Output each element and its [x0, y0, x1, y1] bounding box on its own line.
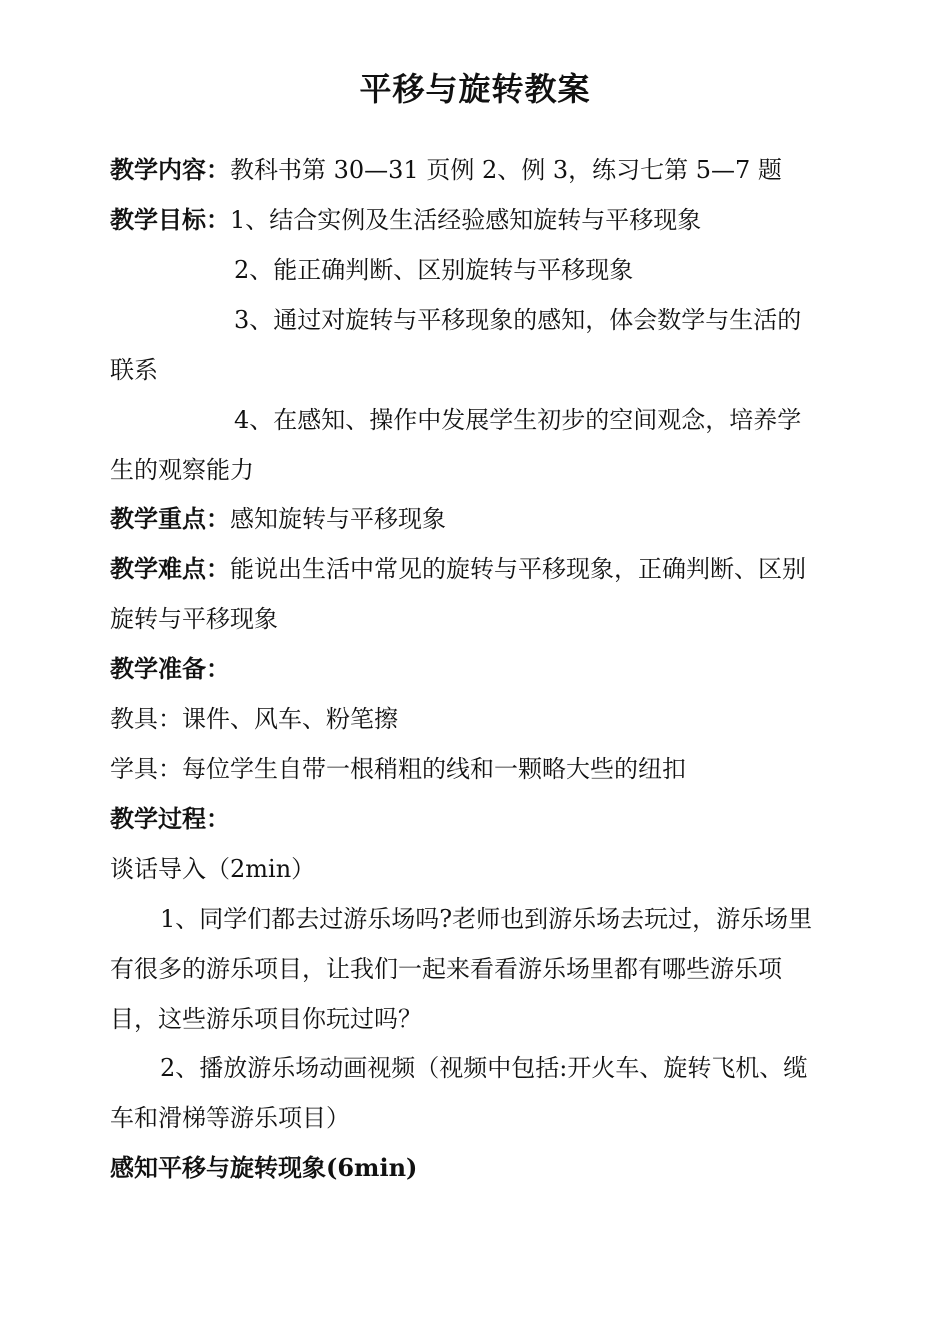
- process-label: 教学过程：: [110, 804, 230, 833]
- content-text: 教科书第 30—31 页例 2、例 3，练习七第 5—7 题: [230, 156, 782, 184]
- intro-p1-line1: 1、同学们都去过游乐场吗?老师也到游乐场去玩过，游乐场里: [160, 905, 813, 933]
- content-line: [110, 154, 782, 186]
- difficulty-text: 能说出生活中常见的旋转与平移现象，正确判断、区别: [230, 555, 806, 583]
- key-point-line: [110, 503, 446, 535]
- intro-p2-line2: 车和滑梯等游乐项目）: [110, 1104, 350, 1132]
- goals-label: 教学目标：: [110, 205, 230, 234]
- prep-label: 教学准备：: [110, 654, 230, 683]
- perceive-heading: 感知平移与旋转现象(6min): [110, 1153, 418, 1182]
- intro-p1-line2: 有很多的游乐项目，让我们一起来看看游乐场里都有哪些游乐项: [110, 955, 782, 983]
- key-point-text: 感知旋转与平移现象: [230, 505, 446, 533]
- key-point-label: 教学重点：: [110, 504, 230, 533]
- content-label: 教学内容：: [110, 155, 230, 184]
- intro-p2-line1: 2、播放游乐场动画视频（视频中包括:开火车、旋转飞机、缆: [160, 1054, 808, 1082]
- intro-p1-line3: 目，这些游乐项目你玩过吗？: [110, 1005, 422, 1033]
- difficulty-line: [110, 553, 806, 585]
- goal-3-line1: 3、通过对旋转与平移现象的感知，体会数学与生活的: [234, 306, 802, 334]
- goal-4-line2: 生的观察能力: [110, 456, 254, 484]
- goal-1: 1、结合实例及生活经验感知旋转与平移现象: [230, 206, 702, 234]
- difficulty-line2: 旋转与平移现象: [110, 605, 278, 633]
- goals-line: [110, 204, 701, 236]
- goal-3-line2: 联系: [110, 356, 158, 384]
- intro-heading: 谈话导入（2min）: [110, 855, 316, 883]
- difficulty-label: 教学难点：: [110, 554, 230, 583]
- page-title: 平移与旋转教案: [359, 70, 591, 108]
- goal-2: 2、能正确判断、区别旋转与平移现象: [234, 256, 634, 284]
- student-tools: 学具：每位学生自带一根稍粗的线和一颗略大些的纽扣: [110, 755, 686, 783]
- teacher-tools: 教具：课件、风车、粉笔擦: [110, 705, 398, 733]
- goal-4-line1: 4、在感知、操作中发展学生初步的空间观念，培养学: [234, 406, 802, 434]
